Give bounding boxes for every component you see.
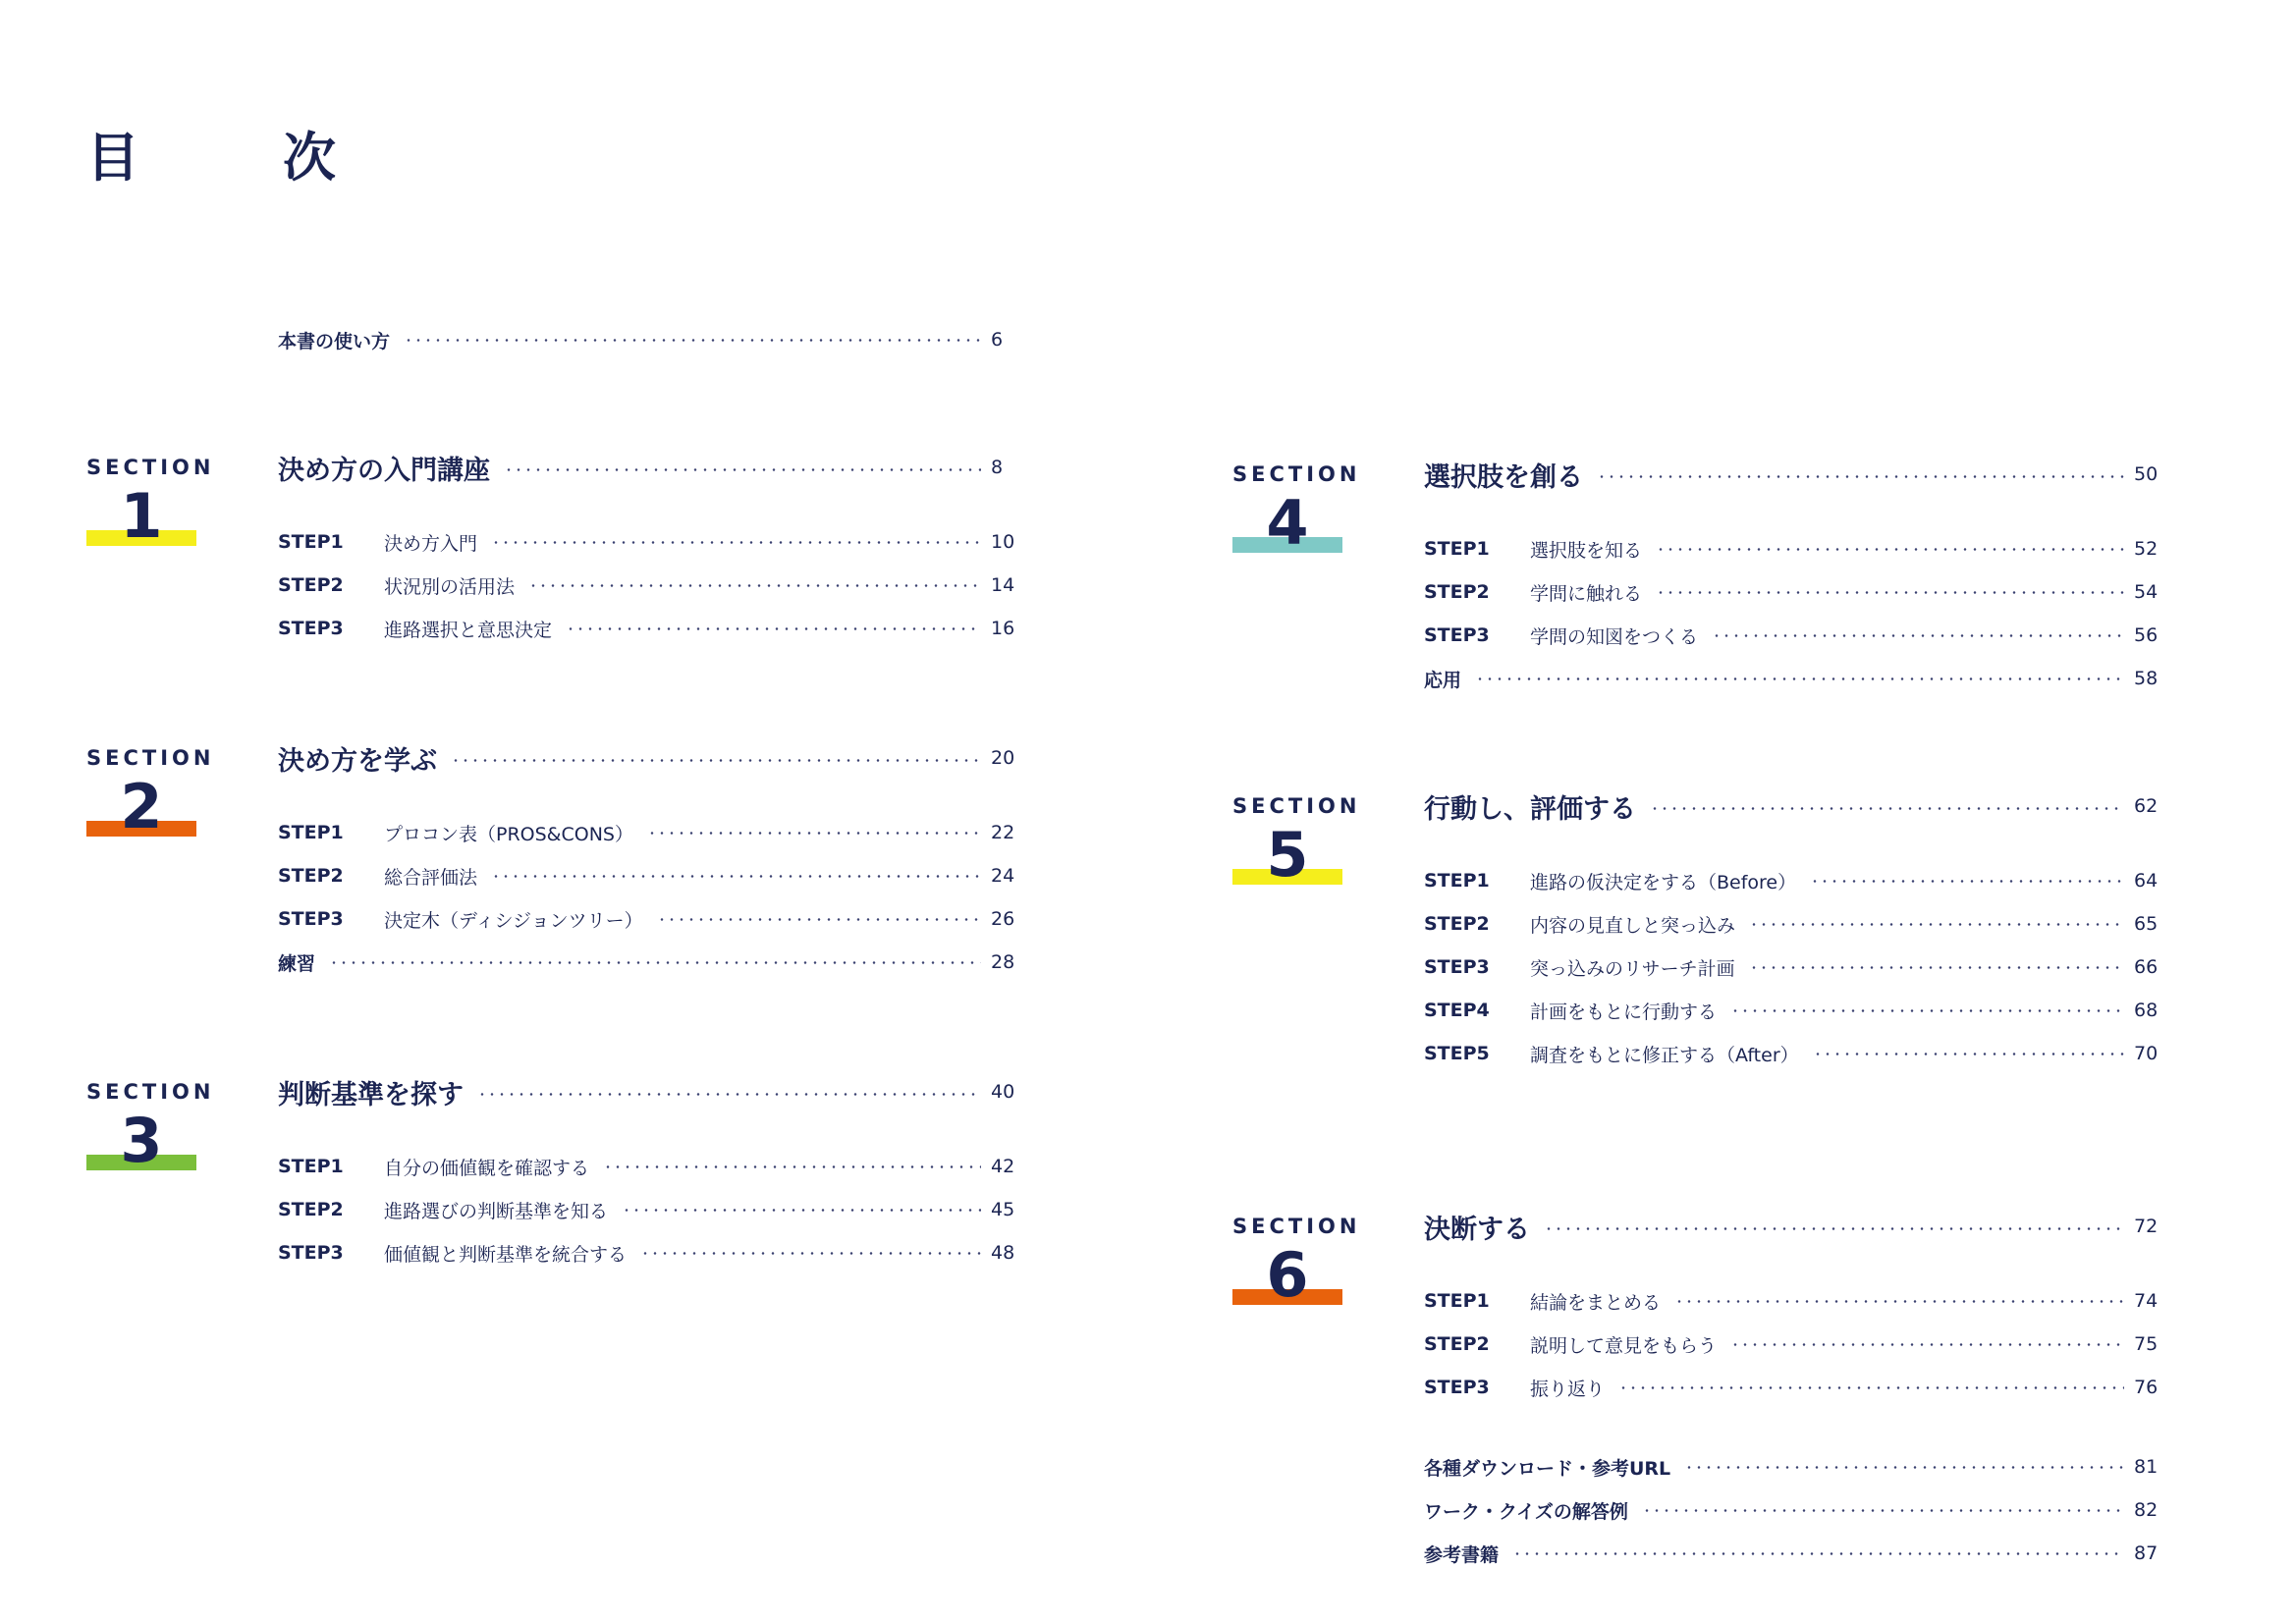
step-label: STEP1 — [278, 822, 344, 843]
appendix-entry[interactable] — [1424, 1496, 2167, 1524]
toc-entry-title: 選択肢を知る — [1530, 539, 1643, 562]
toc-entry-title: 進路選びの判断基準を知る — [384, 1200, 609, 1222]
page-number: 82 — [2134, 1499, 2159, 1521]
step-label: STEP3 — [1424, 624, 1490, 646]
page-number: 48 — [991, 1242, 1015, 1264]
page-number: 45 — [991, 1199, 1015, 1220]
step-label: STEP3 — [278, 618, 344, 639]
toc-entry[interactable] — [1424, 867, 2167, 894]
section-number: 2 — [120, 771, 163, 842]
toc-entry[interactable] — [278, 819, 1024, 846]
dot-leader — [1512, 1552, 2124, 1555]
toc-entry[interactable] — [1424, 622, 2167, 649]
section-title: 行動し、評価する — [1424, 793, 1636, 825]
toc-entry[interactable] — [278, 1239, 1024, 1267]
step-label: STEP2 — [278, 1199, 344, 1220]
page-number: 26 — [991, 908, 1015, 930]
toc-entry-title: 決定木（ディシジョンツリー） — [384, 909, 643, 932]
page-number: 24 — [991, 865, 1015, 887]
dot-leader — [603, 1165, 981, 1168]
dot-leader — [477, 1093, 981, 1096]
dot-leader — [1684, 1466, 2124, 1469]
toc-entry-title: 調査をもとに修正する（After） — [1530, 1044, 1799, 1066]
step-label: STEP2 — [1424, 1333, 1490, 1355]
dot-leader — [504, 468, 981, 471]
page-number: 54 — [2134, 581, 2159, 603]
toc-entry-title: 自分の価値観を確認する — [384, 1157, 590, 1179]
step-label: STEP2 — [1424, 581, 1490, 603]
dot-leader — [491, 541, 981, 544]
section-title: 選択肢を創る — [1424, 461, 1583, 493]
toc-entry-title: プロコン表（PROS&CONS） — [384, 823, 633, 845]
dot-leader — [1656, 548, 2124, 551]
toc-entry[interactable] — [1424, 578, 2167, 606]
toc-entry[interactable] — [1424, 535, 2167, 563]
page-number: 50 — [2134, 463, 2159, 485]
section-word: SECTION — [86, 1080, 215, 1104]
toc-entry[interactable] — [1424, 910, 2167, 938]
toc-entry-title: 結論をまとめる — [1530, 1291, 1662, 1314]
toc-entry[interactable] — [1424, 997, 2167, 1024]
step-label: STEP3 — [1424, 956, 1490, 978]
page-number: 22 — [991, 822, 1015, 843]
toc-entry[interactable] — [1424, 1330, 2167, 1358]
section-word: SECTION — [1232, 794, 1361, 818]
toc-entry-title: 決め方入門 — [384, 532, 478, 555]
toc-entry-title: 内容の見直しと突っ込み — [1530, 914, 1736, 937]
toc-entry-title: 突っ込みのリサーチ計画 — [1530, 957, 1735, 980]
dot-leader — [1730, 1343, 2124, 1346]
section-badge-4 — [1232, 462, 1361, 559]
toc-entry-title: 進路選択と意思決定 — [384, 619, 553, 641]
toc-entry[interactable] — [1424, 953, 2167, 981]
dot-leader — [1597, 475, 2124, 478]
section-title: 決断する — [1424, 1214, 1530, 1245]
dot-leader — [1749, 966, 2124, 969]
page-number: 76 — [2134, 1377, 2159, 1398]
section-heading-1[interactable] — [278, 450, 1024, 485]
page-number: 6 — [991, 329, 1004, 351]
step-label: STEP2 — [278, 865, 344, 887]
page-number: 10 — [991, 531, 1015, 553]
toc-entry-label: 応用 — [1424, 669, 1462, 691]
page-number: 62 — [2134, 795, 2159, 817]
toc-entry[interactable] — [278, 862, 1024, 890]
page-number: 75 — [2134, 1333, 2159, 1355]
section-heading-6[interactable] — [1424, 1209, 2167, 1244]
step-label: STEP1 — [1424, 870, 1490, 892]
dot-leader — [1544, 1227, 2124, 1230]
page-number: 68 — [2134, 1000, 2159, 1021]
section-heading-2[interactable] — [278, 740, 1024, 776]
appendix-entry[interactable] — [1424, 1453, 2167, 1481]
section-number: 6 — [1266, 1239, 1309, 1311]
dot-leader — [1475, 677, 2124, 680]
appendix-title: 参考書籍 — [1424, 1543, 1500, 1566]
dot-leader — [1656, 591, 2124, 594]
step-label: STEP4 — [1424, 1000, 1490, 1021]
section-number: 5 — [1266, 819, 1309, 891]
appendix-title: 各種ダウンロード・参考URL — [1424, 1457, 1671, 1480]
step-label: STEP1 — [278, 1156, 344, 1177]
toc-entry-title: 説明して意見をもらう — [1530, 1334, 1718, 1357]
step-label: STEP1 — [1424, 538, 1490, 560]
section-word: SECTION — [86, 456, 215, 479]
step-label: STEP3 — [1424, 1377, 1490, 1398]
toc-entry[interactable] — [278, 1153, 1024, 1180]
page-number: 87 — [2134, 1542, 2159, 1564]
page-number: 52 — [2134, 538, 2159, 560]
section-heading-3[interactable] — [278, 1074, 1024, 1109]
toc-entry-title: 状況別の活用法 — [384, 575, 516, 598]
appendix-entry[interactable] — [1424, 1540, 2167, 1567]
page-number: 40 — [991, 1081, 1015, 1103]
step-label: STEP3 — [278, 1242, 344, 1264]
toc-entry[interactable] — [278, 1196, 1024, 1223]
step-label: STEP5 — [1424, 1043, 1490, 1064]
toc-entry-title: 価値観と判断基準を統合する — [384, 1243, 628, 1266]
page-number: 65 — [2134, 913, 2159, 935]
toc-entry[interactable] — [278, 948, 1024, 976]
dot-leader — [640, 1252, 981, 1255]
section-heading-5[interactable] — [1424, 788, 2167, 824]
dot-leader — [1674, 1300, 2124, 1303]
section-badge-1 — [86, 456, 215, 552]
dot-leader — [1642, 1509, 2124, 1512]
section-badge-6 — [1232, 1215, 1361, 1311]
section-badge-3 — [86, 1080, 215, 1176]
dot-leader — [1650, 807, 2124, 810]
section-number: 4 — [1266, 487, 1309, 559]
dot-leader — [647, 832, 981, 835]
page-number: 20 — [991, 747, 1015, 769]
dot-leader — [1813, 1053, 2124, 1055]
page-number: 56 — [2134, 624, 2159, 646]
dot-leader — [566, 627, 981, 630]
toc-entry[interactable] — [278, 571, 1024, 599]
toc-entry[interactable] — [1424, 1040, 2167, 1067]
toc-entry-title: 進路の仮決定をする（Before） — [1530, 871, 1797, 893]
step-label: STEP1 — [1424, 1290, 1490, 1312]
section-word: SECTION — [86, 746, 215, 770]
dot-leader — [1810, 880, 2124, 883]
section-word: SECTION — [1232, 462, 1361, 486]
step-label: STEP2 — [1424, 913, 1490, 935]
section-word: SECTION — [1232, 1215, 1361, 1238]
section-heading-4[interactable] — [1424, 457, 2167, 492]
toc-entry[interactable] — [278, 905, 1024, 933]
dot-leader — [528, 584, 981, 587]
section-title: 決め方を学ぶ — [278, 745, 437, 777]
toc-entry-title: 本書の使い方 — [278, 330, 391, 352]
toc-entry-title: 振り返り — [1530, 1378, 1606, 1400]
dot-leader — [329, 961, 981, 964]
step-label: STEP2 — [278, 574, 344, 596]
page-number: 81 — [2134, 1456, 2159, 1478]
dot-leader — [1618, 1386, 2124, 1389]
dot-leader — [1749, 923, 2124, 926]
dot-leader — [657, 918, 981, 921]
toc-entry-title: 総合評価法 — [384, 866, 478, 889]
page-number: 14 — [991, 574, 1015, 596]
dot-leader — [1730, 1009, 2124, 1012]
page-number: 72 — [2134, 1216, 2159, 1237]
toc-entry-label: 練習 — [278, 952, 316, 975]
toc-entry[interactable] — [278, 615, 1024, 642]
toc-entry[interactable] — [1424, 665, 2167, 692]
page-number: 16 — [991, 618, 1015, 639]
toc-entry[interactable] — [1424, 1374, 2167, 1401]
page-number: 64 — [2134, 870, 2159, 892]
dot-leader — [451, 759, 981, 762]
toc-entry-intro[interactable] — [278, 326, 1024, 353]
dot-leader — [404, 339, 981, 342]
step-label: STEP1 — [278, 531, 344, 553]
section-number: 3 — [120, 1105, 163, 1176]
dot-leader — [622, 1209, 981, 1212]
dot-leader — [491, 875, 981, 878]
toc-entry-title: 学問の知図をつくる — [1530, 625, 1699, 648]
section-badge-2 — [86, 746, 215, 842]
section-badge-5 — [1232, 794, 1361, 891]
appendix-title: ワーク・クイズの解答例 — [1424, 1500, 1628, 1523]
section-number: 1 — [120, 480, 163, 552]
page-number: 28 — [991, 951, 1015, 973]
page-number: 66 — [2134, 956, 2159, 978]
section-title: 決め方の入門講座 — [278, 455, 490, 486]
toc-entry-title: 計画をもとに行動する — [1530, 1001, 1718, 1023]
toc-entry-title: 学問に触れる — [1530, 582, 1643, 605]
step-label: STEP3 — [278, 908, 344, 930]
dot-leader — [1712, 634, 2124, 637]
page-number: 58 — [2134, 668, 2159, 689]
section-title: 判断基準を探す — [278, 1079, 464, 1110]
page-number: 42 — [991, 1156, 1015, 1177]
page-title: 目 次 — [86, 127, 381, 189]
toc-entry[interactable] — [278, 528, 1024, 556]
page-number: 74 — [2134, 1290, 2159, 1312]
page-number: 8 — [991, 457, 1004, 478]
toc-entry[interactable] — [1424, 1287, 2167, 1315]
page-number: 70 — [2134, 1043, 2159, 1064]
